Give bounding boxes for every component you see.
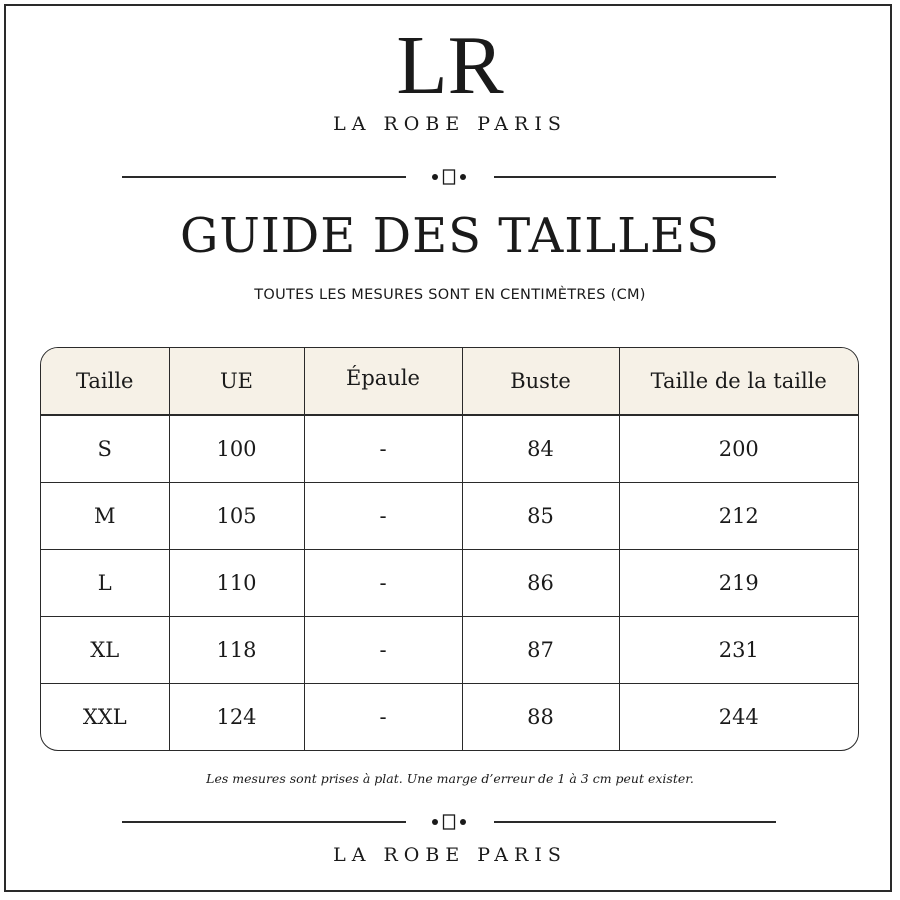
cell-epaule: - — [304, 415, 462, 482]
brand-name-top: LA ROBE PARIS — [333, 113, 567, 135]
table-row — [41, 683, 858, 750]
table-row — [41, 616, 858, 683]
cell-epaule: - — [304, 482, 462, 549]
header-taille: Taille — [41, 348, 169, 415]
cell-size: XL — [41, 616, 169, 683]
table-row — [41, 549, 858, 616]
page-subtitle: TOUTES LES MESURES SONT EN CENTIMÈTRES (CM) — [254, 287, 646, 303]
cell-ue: 110 — [169, 549, 304, 616]
ornament-icon — [429, 168, 469, 186]
page-title: GUIDE DES TAILLES — [180, 208, 720, 264]
cell-taille-de-la-taille: 231 — [619, 616, 858, 683]
cell-taille-de-la-taille: 200 — [619, 415, 858, 482]
divider-line-left — [122, 176, 406, 178]
divider-line-right — [494, 176, 776, 178]
header-epaule: Épaule — [304, 348, 462, 415]
table-row — [41, 415, 858, 482]
cell-size: XXL — [41, 683, 169, 750]
size-table — [41, 348, 858, 750]
cell-buste: 87 — [462, 616, 619, 683]
cell-taille-de-la-taille: 244 — [718, 704, 759, 729]
divider-line-left — [122, 821, 406, 823]
cell-taille-de-la-taille: 212 — [619, 482, 858, 549]
table-header-row — [41, 348, 858, 415]
cell-ue: 100 — [169, 415, 304, 482]
bottom-divider — [122, 815, 776, 829]
cell-epaule: - — [304, 683, 462, 750]
cell-epaule: - — [304, 616, 462, 683]
cell-buste: 84 — [462, 415, 619, 482]
cell-ue: 124 — [169, 683, 304, 750]
header-buste: Buste — [462, 348, 619, 415]
brand-name-bottom: LA ROBE PARIS — [333, 844, 567, 866]
size-table-container — [40, 347, 859, 751]
cell-buste: 86 — [462, 549, 619, 616]
cell-taille-de-la-taille: 219 — [619, 549, 858, 616]
header-ue: UE — [169, 348, 304, 415]
cell-buste: 88 — [462, 683, 619, 750]
cell-buste: 85 — [462, 482, 619, 549]
ornament-icon — [429, 813, 469, 831]
measurement-note: Les mesures sont prises à plat. Une marge d’erreur de 1 à 3 cm peut exister. — [206, 771, 694, 786]
header-taille-de-la-taille: Taille de la taille — [619, 348, 858, 415]
cell-size: M — [41, 482, 169, 549]
cell-ue: 105 — [169, 482, 304, 549]
table-row — [41, 482, 858, 549]
cell-size: S — [41, 415, 169, 482]
cell-size: L — [41, 549, 169, 616]
cell-epaule: - — [304, 549, 462, 616]
divider-line-right — [494, 821, 776, 823]
cell-ue: 118 — [169, 616, 304, 683]
top-divider — [122, 170, 776, 184]
brand-monogram-logo: LR — [396, 19, 504, 112]
